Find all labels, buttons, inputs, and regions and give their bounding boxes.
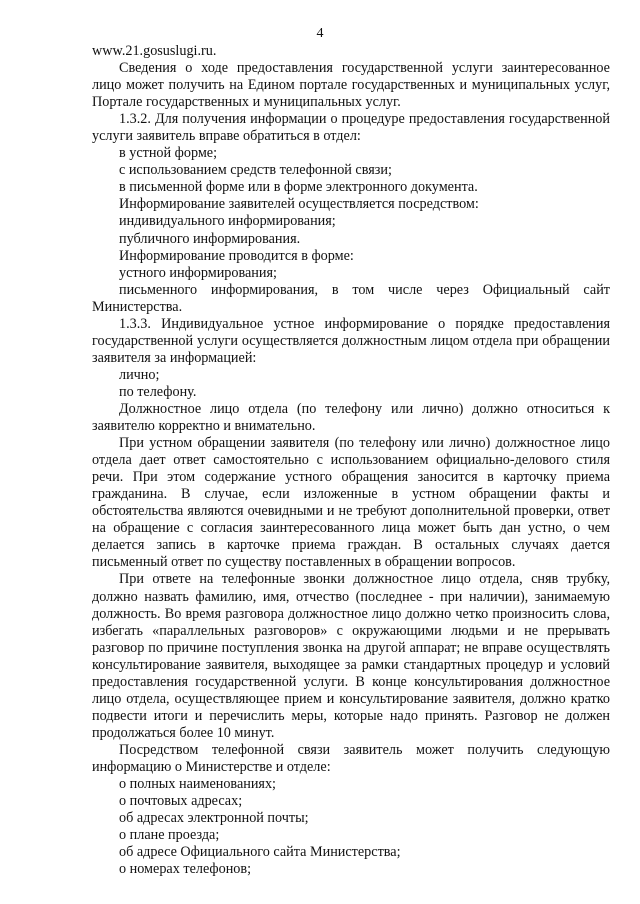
list-item-in-person: лично; — [119, 366, 160, 383]
list-item-postal-addresses: о почтовых адресах; — [119, 793, 243, 810]
page-number: 4 — [316, 26, 324, 41]
paragraph-informing-form: Информирование проводится в форме: — [119, 247, 354, 264]
list-item-individual-informing: индивидуального информирования; — [119, 213, 336, 230]
list-item-public-informing: публичного информирования. — [119, 230, 301, 247]
paragraph-phone-calls: При ответе на телефонные звонки должностное лицо отдела, сняв трубку, должно назвать фамилию, имя, отчество (последнее - при наличии), занимаемую должность. Во время разговора должностное лицо должно четко произносить слова, избегать «параллельных разговоров» с окружающими людьми и не прерывать разговор по причине поступления звонка на другой аппарат; не вправе осуществлять консультирование заявителя, выходящее за рамки стандартных процедур и условий предоставления государственной услуги. В конце консультирования должностное лицо отдела, осуществляющее прием и консультирование заявителя, должно кратко подвести итоги и перечислить меры, которые надо принять. Разговор не должен продолжаться более 10 минут. — [92, 571, 610, 741]
list-item-website-address: об адресе Официального сайта Министерства; — [119, 844, 401, 861]
list-item-oral-form: в устной форме; — [119, 145, 218, 162]
paragraph-website-url: www.21.gosuslugi.ru. — [92, 43, 217, 59]
list-item-telephone: с использованием средств телефонной связи; — [119, 162, 392, 179]
paragraph-informing-means: Информирование заявителей осуществляется посредством: — [119, 196, 479, 213]
paragraph-section-1-3-2: 1.3.2. Для получения информации о процедуре предоставления государственной услуги заявитель вправе обратиться в отдел: — [92, 111, 610, 145]
paragraph-oral-request: При устном обращении заявителя (по телефону или лично) должностное лицо отдела дает ответ самостоятельно с использованием официально-делового стиля речи. При этом содержание устного обращения заносится в карточку приема гражданина. В случае, если изложенные в устном обращении факты и обстоятельства являются очевидными и не требуют дополнительной проверки, ответ на обращение с согласия заинтересованного лица может быть дан устно, о чем делается запись в карточке приема граждан. В остальных случаях дается письменный ответ по существу поставленных в обращении вопросов. — [92, 435, 610, 571]
list-item-phone-numbers: о номерах телефонов; — [119, 861, 252, 878]
paragraph-phone-info-available: Посредством телефонной связи заявитель может получить следующую информацию о Министерстве и отделе: — [92, 741, 610, 775]
list-item-oral-informing: устного информирования; — [119, 264, 277, 281]
paragraph-section-1-3-3: 1.3.3. Индивидуальное устное информирование о порядке предоставления государственной услуги осуществляется должностным лицом отдела при обращении заявителя за информацией: — [92, 315, 610, 366]
document-body — [92, 43, 610, 878]
list-item-by-phone: по телефону. — [119, 383, 197, 400]
list-item-written-informing: письменного информирования, в том числе через Официальный сайт Министерства. — [92, 281, 610, 315]
list-item-written-form: в письменной форме или в форме электронного документа. — [119, 179, 478, 196]
paragraph-service-status-info: Сведения о ходе предоставления государственной услуги заинтересованное лицо может получить на Едином портале государственных и муниципальных услуг, Портале государственных и муниципальных услуг. — [92, 60, 610, 111]
list-item-email-addresses: об адресах электронной почты; — [119, 810, 309, 827]
paragraph-official-conduct: Должностное лицо отдела (по телефону или лично) должно относиться к заявителю корректно и внимательно. — [92, 400, 610, 435]
list-item-full-names: о полных наименованиях; — [119, 776, 276, 793]
list-item-travel-plan: о плане проезда; — [119, 827, 220, 844]
